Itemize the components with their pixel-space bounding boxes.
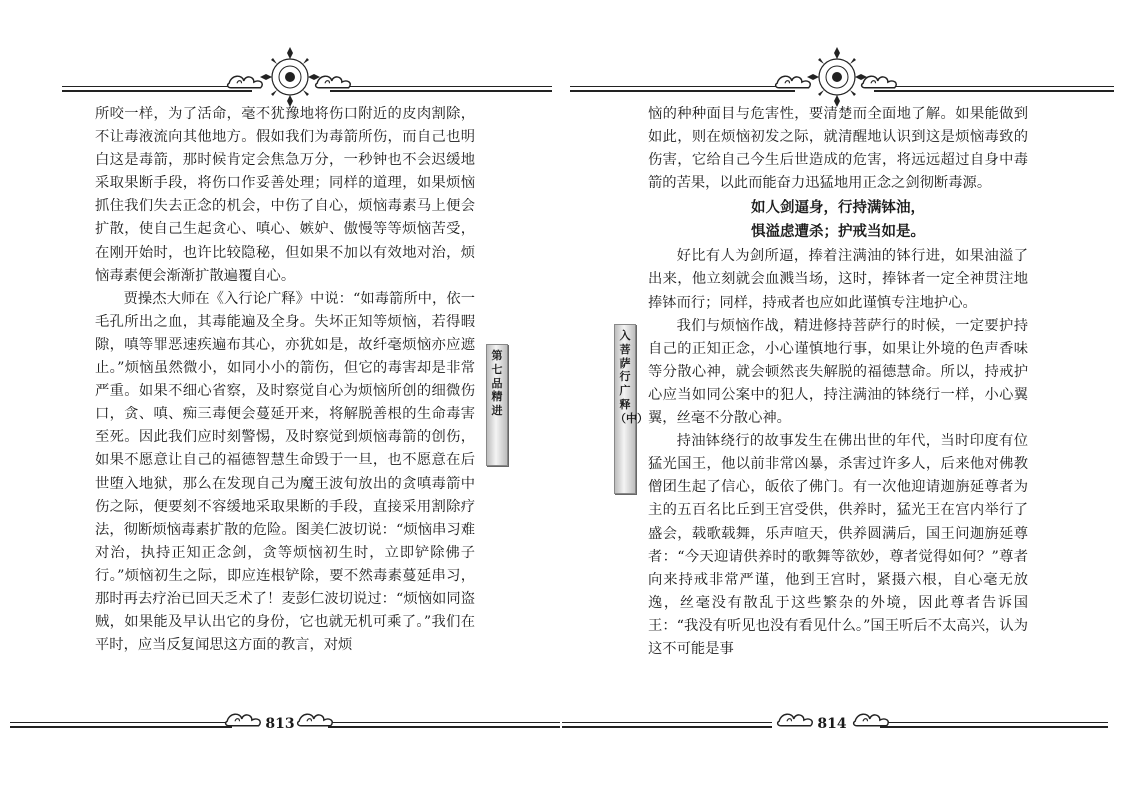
book-title-side-tab <box>614 324 648 494</box>
cloud-ornament-icon <box>314 72 354 90</box>
cloud-ornament-icon <box>226 72 266 90</box>
paragraph: 我们与烦恼作战，精进修持菩萨行的时候，一定要护持自己的正知正念，小心谨慎地行事，如果让外境的色声香味等分散心神，就会顿然丧失解脱的福德慧命。所以，持戒护心应当如同公案中的犯人，持注满油的钵绕行一样，小心翼翼，丝毫不分散心神。 <box>648 317 1028 427</box>
page-number: 813 <box>265 716 295 732</box>
chapter-side-tab-label: 第七品 精进 <box>491 349 503 417</box>
cloud-ornament-icon <box>296 710 336 728</box>
chapter-side-tab <box>486 344 508 466</box>
paragraph: 恼的种种面目与危害性，要清楚而全面地了解。如果能做到如此，则在烦恼初发之际，就清醒地认识到这是烦恼毒致的伤害，它给自己今生后世造成的危害，将远远超过自身中毒箭的苦果，以此而能奋力迅猛地用正念之剑彻断毒源。 <box>648 106 1028 192</box>
verse-line: 惧溢虑遭杀；护戒当如是。 <box>751 224 925 241</box>
cloud-ornament-icon <box>852 710 892 728</box>
paragraph: 贾操杰大师在《入行论广释》中说：“如毒箭所中，依一毛孔所出之血，其毒能遍及全身。失坏正知等烦恼，若得暇隙，嗔等罪恶速疾遍布其心，亦犹如是，故纤毫烦恼亦应遮止。”烦恼虽然微小，如同小小的箭伤，但它的毒害却是非常严重。如果不细心省察，及时察觉自心为烦恼所创的细微伤口，贪、嗔、痴三毒便会蔓延开来，将解脱善根的生命毒害至死。因此我们应时刻警惕，及时察觉到烦恼毒箭的创伤，如果不愿意让自己的福德智慧生命毁于一旦，也不愿意在后世堕入地狱，那么在发现自己为魔王波旬放出的贪嗔毒箭中伤之际，便要刻不容缓地采取果断的手段，直接采用割除疗法，彻断烦恼毒素扩散的危险。图美仁波切说：“烦恼串习难对治，执持正知正念剑，贪等烦恼初生时，立即铲除佛子行。”烦恼初生之际，即应连根铲除，要不然毒素蔓延串习，那时再去疗治已回天乏术了！麦彭仁波切说过：“烦恼如同盗贼，如果能及早认出它的身份，它也就无机可乘了。”我们在平时，应当反复闻思这方面的教言，对烦 <box>95 290 475 654</box>
body-text <box>95 103 475 657</box>
book-title-side-tab-label: 入菩萨行广释（中） <box>615 329 648 425</box>
header-rule <box>874 86 1114 92</box>
header-rule <box>330 86 552 92</box>
header-rule <box>62 86 252 92</box>
cloud-ornament-icon <box>224 710 264 728</box>
cloud-ornament-icon <box>860 72 900 90</box>
header-rule <box>570 86 795 92</box>
paragraph: 好比有人为剑所逼，捧着注满油的钵行进，如果油溢了出来，他立刻就会血溅当场，这时，捧钵者一定全神贯注地捧钵而行；同样，持戒者也应如此谨慎专注地护心。 <box>648 248 1028 311</box>
footer-rule <box>328 722 560 728</box>
cloud-ornament-icon <box>776 710 816 728</box>
footer-rule <box>562 722 772 728</box>
right-page <box>562 0 1123 794</box>
paragraph: 所咬一样，为了活命，毫不犹豫地将伤口附近的皮肉割除，不让毒液流向其他地方。假如我们为毒箭所伤，而自己也明白这是毒箭，那时候肯定会焦急万分，一秒钟也不会迟缓地采取果断手段，将伤口作妥善处理；同样的道理，如果烦恼抓住我们失去正念的机会，中伤了自心，烦恼毒素马上便会扩散，使自己生起贪心、嗔心、嫉妒、傲慢等等烦恼苦受，在刚开始时，也许比较隐秘，但如果不加以有效地对治，烦恼毒素便会渐渐扩散遍覆自心。 <box>95 106 475 284</box>
page-number: 814 <box>817 716 847 732</box>
verse-line: 如人剑逼身，行持满钵油， <box>751 200 925 217</box>
body-text <box>648 103 1028 661</box>
paragraph: 持油钵绕行的故事发生在佛出世的年代，当时印度有位猛光国王，他以前非常凶暴，杀害过许多人，后来他对佛教僧团生起了信心，皈依了佛门。有一次他迎请迦旃延尊者为主的五百名比丘到王宫受供，供养时，猛光王在宫内举行了盛会，载歌载舞，乐声喧天，供养圆满后，国王问迦旃延尊者：“今天迎请供养时的歌舞等欲妙，尊者觉得如何？”尊者向来持戒非常严谨，他到王宫时，紧摄六根，自心毫无放逸，丝毫没有散乱于这些繁杂的外境，因此尊者告诉国王：“我没有听见也没有看见什么。”国王听后不太高兴，认为这不可能是事 <box>648 433 1028 657</box>
cloud-ornament-icon <box>774 72 814 90</box>
footer-rule <box>880 722 1108 728</box>
footer-rule <box>10 722 232 728</box>
